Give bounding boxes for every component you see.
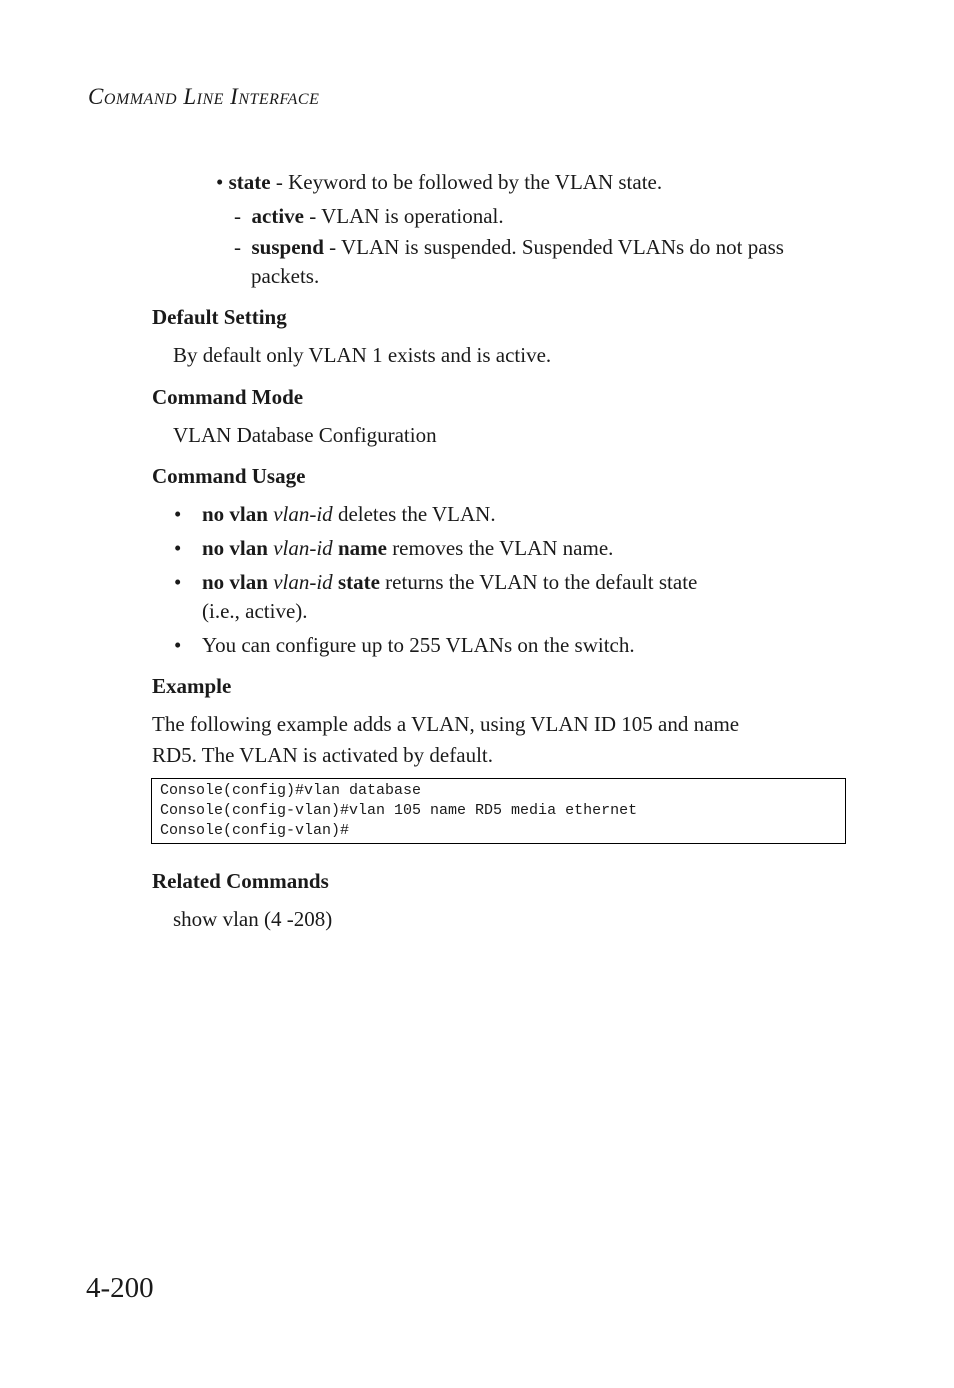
usage-bullet: • xyxy=(174,633,182,657)
state-keyword: state xyxy=(228,170,271,194)
usage-bullet: • xyxy=(174,502,182,526)
code-line: Console(config)#vlan database xyxy=(160,782,422,799)
default-setting-heading: Default Setting xyxy=(152,305,287,329)
usage-bullet: • xyxy=(174,536,182,560)
usage-item-3: no vlan vlan-id state returns the VLAN to the default state xyxy=(202,570,698,594)
running-header-text: COMMAND LINE INTERFACE xyxy=(88,84,320,109)
related-command-link[interactable]: show vlan (4 -208) xyxy=(173,907,333,931)
page-number: 4-200 xyxy=(86,1272,154,1304)
usage-bullet: • xyxy=(174,570,182,594)
state-param-line xyxy=(216,167,662,197)
example-text-line-1: The following example adds a VLAN, using VLAN ID 105 and name xyxy=(152,712,740,736)
suspend-desc-cont: packets. xyxy=(251,264,320,288)
example-heading: Example xyxy=(152,674,232,698)
suspend-desc: - VLAN is suspended. Suspended VLANs do not pass xyxy=(323,235,784,259)
usage-item-1: no vlan vlan-id deletes the VLAN. xyxy=(202,502,496,526)
code-example-box xyxy=(151,778,846,844)
default-setting-text: By default only VLAN 1 exists and is active. xyxy=(173,343,552,367)
command-mode-heading: Command Mode xyxy=(152,385,304,409)
active-keyword: active xyxy=(251,204,304,228)
example-text-line-2: RD5. The VLAN is activated by default. xyxy=(152,743,493,767)
active-desc: - VLAN is operational. xyxy=(303,204,504,228)
active-option-line: - active - VLAN is operational. xyxy=(234,204,504,228)
command-mode-text: VLAN Database Configuration xyxy=(173,423,437,447)
usage-item-4: You can configure up to 255 VLANs on the switch. xyxy=(202,633,635,657)
usage-item-2: no vlan vlan-id name removes the VLAN name. xyxy=(202,536,614,560)
suspend-option-line: - suspend - VLAN is suspended. Suspended VLANs do not pass xyxy=(234,235,784,259)
command-usage-heading: Command Usage xyxy=(152,464,306,488)
code-line: Console(config-vlan)# xyxy=(160,822,350,839)
related-commands-heading: Related Commands xyxy=(152,869,329,893)
suspend-keyword: suspend xyxy=(251,235,324,259)
bullet: • xyxy=(216,170,224,194)
state-desc: - Keyword to be followed by the VLAN state. xyxy=(270,170,663,194)
usage-item-3-cont: (i.e., active). xyxy=(202,599,308,623)
code-line: Console(config-vlan)#vlan 105 name RD5 media ethernet xyxy=(160,802,638,819)
